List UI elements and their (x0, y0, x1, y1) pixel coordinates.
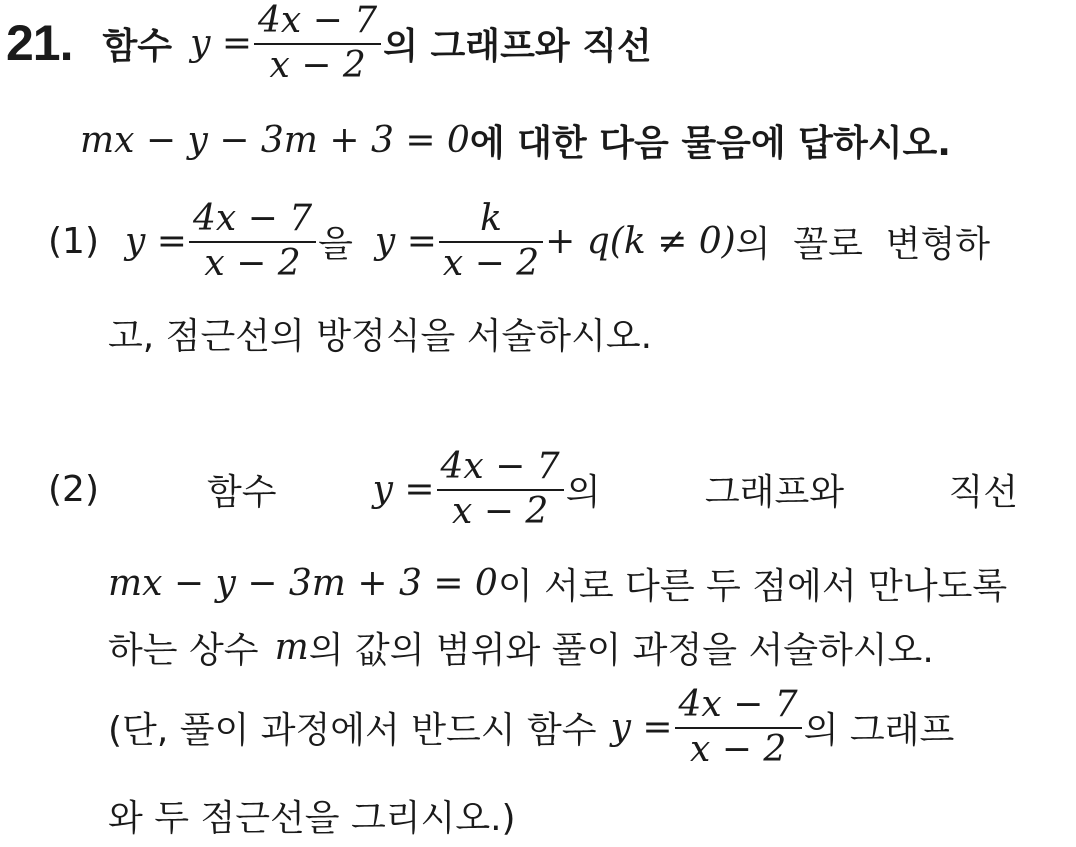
part1-label: (1) (48, 220, 99, 262)
intro-line-1 (6, 2, 652, 85)
part1-line-1 (48, 200, 990, 283)
intro-instruction: 에 대한 다음 물음에 답하시오. (469, 123, 951, 164)
part1-text-line2: 고, 점근선의 방정식을 서술하시오. (108, 316, 653, 357)
part2-line-equation: mx − y − 3m + 3 = 0 (108, 563, 498, 604)
intro-line-2 (80, 115, 951, 166)
part2-line-4 (108, 686, 954, 769)
part2-text-ui: 의 (565, 471, 601, 513)
k-denominator: x − 2 (442, 242, 540, 284)
part2-y-equals-2: y = (610, 706, 673, 748)
fraction-numerator: 4x − 7 (678, 684, 798, 725)
intro-text-graph-line: 의 그래프와 직선 (383, 25, 652, 67)
fraction-numerator: 4x − 7 (192, 198, 313, 239)
part2-line-3 (108, 622, 934, 673)
fraction-denominator: x − 2 (451, 490, 549, 532)
part2-text-line5: 와 두 점근선을 그리시오.) (108, 798, 516, 839)
part2-line-5 (108, 790, 516, 841)
part2-fraction (437, 448, 564, 531)
part2-y-equals: y = (372, 468, 435, 510)
intro-text-hamsu: 함수 (102, 25, 173, 67)
part2-line-1 (48, 448, 1018, 531)
part1-y-equals: y = (125, 220, 187, 262)
intro-fraction (254, 2, 381, 85)
k-numerator: k (480, 198, 502, 239)
part2-text-line3b: 의 값의 범위와 풀이 과정을 서술하시오. (308, 630, 934, 671)
part2-line-2 (108, 558, 1007, 609)
part1-text-eul: 을 (318, 223, 353, 265)
part2-text-line2: 이 서로 다른 두 점에서 만나도록 (497, 566, 1008, 607)
intro-line-equation: mx − y − 3m + 3 = 0 (80, 120, 470, 161)
part2-text-line3a: 하는 상수 (108, 630, 259, 671)
fraction-denominator: x − 2 (269, 44, 366, 86)
fraction-denominator: x − 2 (204, 242, 301, 284)
part1-line-2 (108, 308, 652, 359)
part2-text-hamsu: 함수 (207, 471, 277, 513)
part1-y-equals-2: y = (374, 220, 437, 262)
part2-label: (2) (48, 468, 99, 510)
fraction-numerator: 4x − 7 (440, 446, 560, 487)
part1-k-fraction (439, 200, 543, 283)
part1-fraction (189, 200, 316, 283)
intro-y-equals: y = (190, 22, 253, 64)
part2-text-line4b: 의 그래프 (803, 709, 955, 751)
part1-text-tail: 의 꼴로 변형하 (735, 223, 991, 265)
part2-text-line4a: (단, 풀이 과정에서 반드시 함수 (108, 709, 597, 751)
part2-var-m: m (274, 627, 309, 668)
fraction-numerator: 4x − 7 (258, 0, 378, 41)
part1-q-term: + q(k ≠ 0) (545, 220, 736, 262)
problem-number: 21. (6, 15, 73, 72)
part2-text-line: 직선 (948, 471, 1019, 513)
fraction-denominator: x − 2 (689, 728, 787, 770)
part2-text-graph: 그래프와 (704, 471, 845, 513)
part2-fraction-2 (675, 686, 802, 769)
